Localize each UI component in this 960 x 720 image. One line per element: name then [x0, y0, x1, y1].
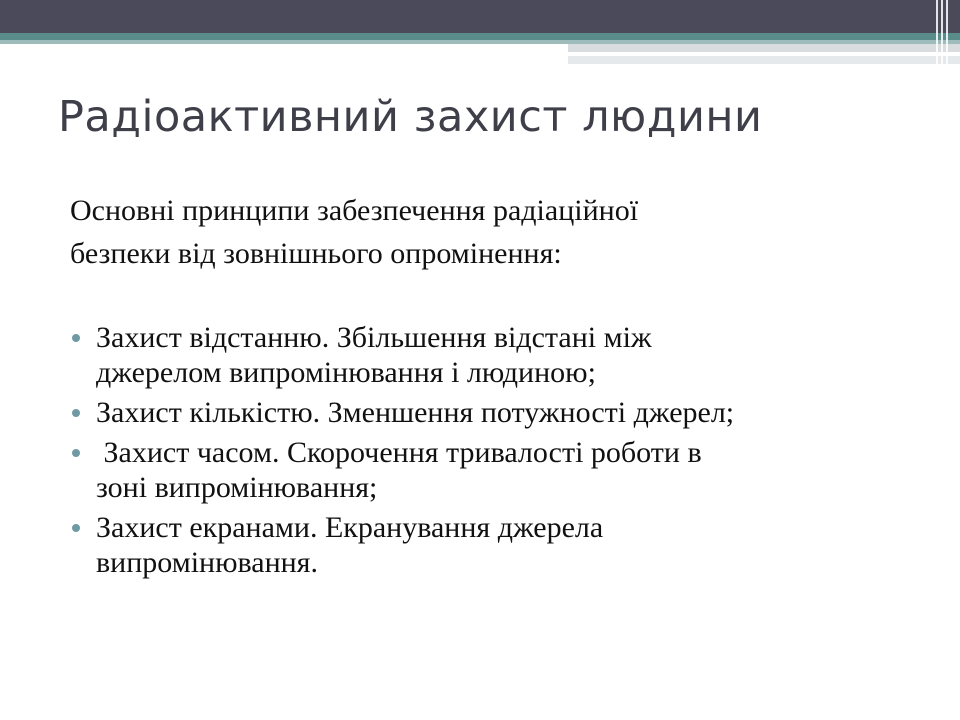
header-band-dark: [0, 0, 960, 33]
list-item-line: Захист екранами. Екранування джерела: [96, 511, 604, 544]
list-item-line: джерелом випромінювання і людиною;: [96, 356, 596, 389]
list-item: [70, 395, 930, 430]
header-accent-bar: [568, 44, 960, 52]
header-accent-bar-lower: [568, 56, 960, 64]
list-item-line: Захист відстанню. Збільшення відстані між: [96, 321, 652, 354]
header-band-teal: [0, 33, 960, 40]
header-vertical-line: [946, 0, 948, 64]
principles-list: [70, 320, 930, 585]
intro-line: Основні принципи забезпечення радіаційної: [70, 194, 639, 227]
bullet-dot-icon: [72, 449, 80, 457]
list-item: [70, 510, 930, 580]
list-item: [70, 435, 930, 505]
bullet-dot-icon: [72, 524, 80, 532]
list-item-line: зоні випромінювання;: [96, 471, 378, 504]
slide-title: Радіоактивний захист людини: [58, 92, 763, 142]
list-item-line: випромінювання.: [96, 546, 318, 579]
header-vertical-line: [936, 0, 938, 64]
bullet-dot-icon: [72, 334, 80, 342]
list-item-line: Захист часом. Скорочення тривалості роботи в: [96, 436, 702, 469]
list-item-line: Захист кількістю. Зменшення потужності джерел;: [96, 396, 735, 429]
intro-line: безпеки від зовнішнього опромінення:: [70, 237, 562, 270]
intro-paragraph: [70, 189, 870, 275]
bullet-dot-icon: [72, 409, 80, 417]
header-vertical-line: [941, 0, 943, 64]
list-item: [70, 320, 930, 390]
header-accent-line: [570, 53, 890, 55]
